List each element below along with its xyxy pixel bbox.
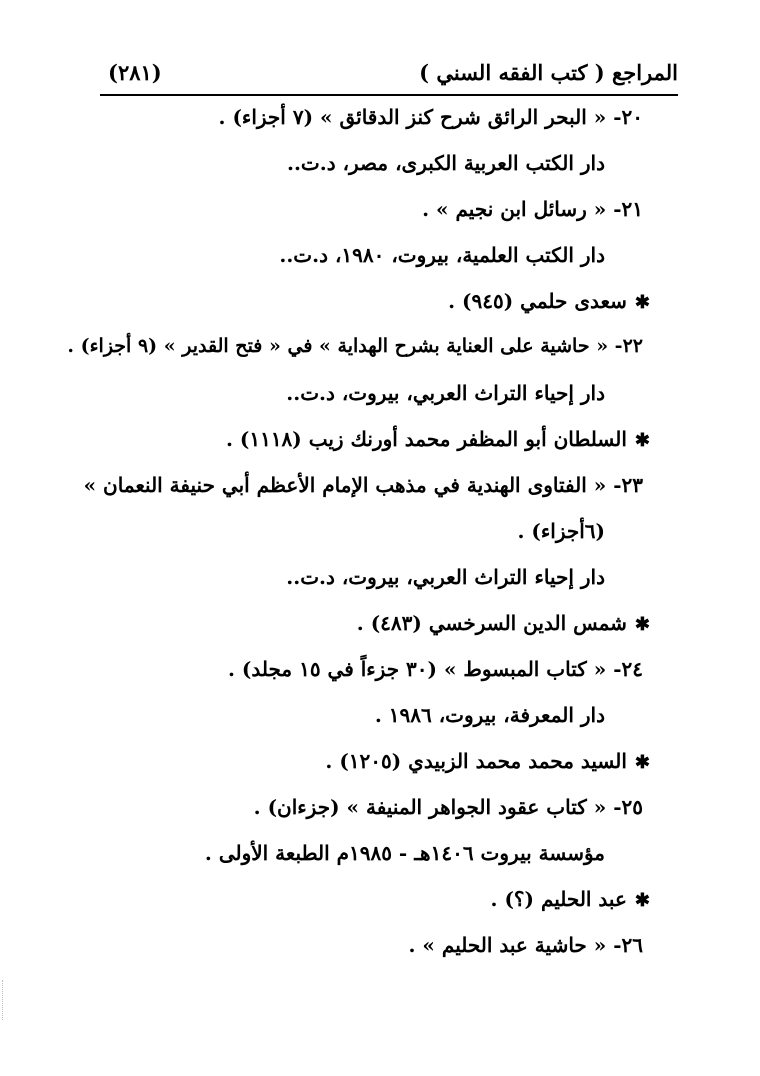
entry-22-publisher: دار إحياء التراث العربي، بيروت، د.ت..	[286, 381, 605, 405]
entry-25-publisher: مؤسسة بيروت ١٤٠٦هـ - ١٩٨٥م الطبعة الأولى .	[204, 841, 605, 865]
entry-23-publisher: دار إحياء التراث العربي، بيروت، د.ت..	[286, 565, 605, 589]
entry-24: ٢٤- « كتاب المبسوط » (٣٠ جزءاً في ١٥ مجلد) .	[227, 657, 643, 681]
asterisk-icon: ✱	[634, 430, 650, 451]
asterisk-icon: ✱	[634, 890, 650, 911]
entry-23-continuation: (٦أجزاء) .	[517, 519, 605, 543]
page-header	[100, 54, 678, 96]
asterisk-icon: ✱	[634, 752, 650, 773]
author-heading: ✱سعدى حلمي (٩٤٥) .	[448, 289, 650, 313]
asterisk-icon: ✱	[634, 292, 650, 313]
running-title: المراجع ( كتب الفقه السني )	[419, 60, 678, 85]
entry-23: ٢٣- « الفتاوى الهندية في مذهب الإمام الأعظم أبي حنيفة النعمان »	[83, 473, 643, 497]
author-heading: ✱عبد الحليم (؟) .	[490, 887, 650, 911]
entry-21-publisher: دار الكتب العلمية، بيروت، ١٩٨٠، د.ت..	[279, 243, 605, 267]
author-heading: ✱السيد محمد محمد الزبيدي (١٢٠٥) .	[325, 749, 650, 773]
entry-24-publisher: دار المعرفة، بيروت، ١٩٨٦ .	[374, 703, 605, 727]
asterisk-icon: ✱	[634, 614, 650, 635]
entry-21: ٢١- « رسائل ابن نجيم » .	[422, 197, 643, 221]
entry-20-publisher: دار الكتب العربية الكبرى، مصر، د.ت..	[286, 151, 605, 175]
entry-20: ٢٠- « البحر الرائق شرح كنز الدقائق » (٧ أجزاء) .	[218, 105, 643, 129]
page-number: (٢٨١)	[108, 60, 162, 85]
scan-edge-marks	[2, 980, 9, 1020]
author-heading: ✱شمس الدين السرخسي (٤٨٣) .	[356, 611, 650, 635]
entry-26: ٢٦- « حاشية عبد الحليم » .	[408, 933, 643, 957]
author-heading: ✱السلطان أبو المظفر محمد أورنك زيب (١١١٨) .	[225, 427, 650, 451]
entry-22: ٢٢- « حاشية على العناية بشرح الهداية » في « فتح القدير » (٩ أجزاء) .	[67, 335, 643, 357]
entry-25: ٢٥- « كتاب عقود الجواهر المنيفة » (جزءان) .	[253, 795, 643, 819]
